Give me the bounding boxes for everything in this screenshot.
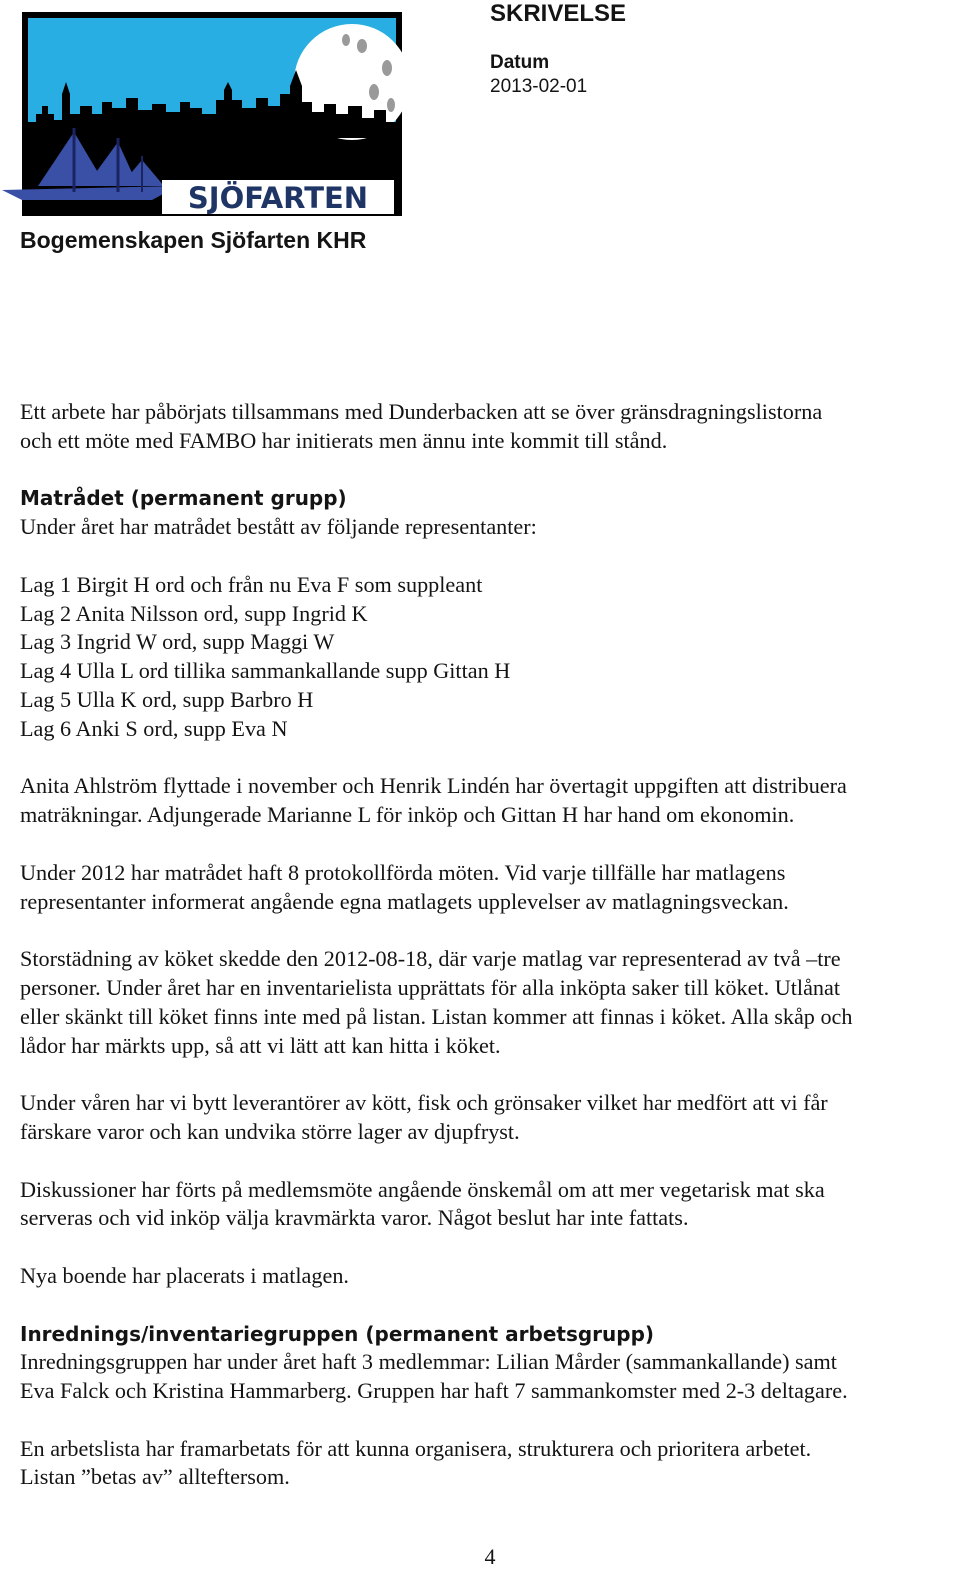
matradet-section-intro (20, 484, 955, 542)
text-line: Nya boende har placerats i matlagen. (20, 1262, 349, 1288)
team-item: Lag 5 Ulla K ord, supp Barbro H (20, 686, 314, 712)
text-line: serveras och vid inköp välja kravmärkta varor. Något beslut har inte fattats. (20, 1205, 689, 1231)
paragraph (20, 945, 955, 1060)
inredning-section (20, 1320, 955, 1406)
page-number: 4 (484, 1544, 496, 1569)
section-heading-inredning: Inrednings/inventariegruppen (permanent arbetsgrupp) (20, 1321, 655, 1346)
document-type: SKRIVELSE (490, 0, 627, 27)
date-value: 2013-02-01 (490, 76, 588, 97)
text-line: Eva Falck och Kristina Hammarberg. Gruppen har haft 7 sammankomster med 2-3 deltagare. (20, 1378, 848, 1404)
paragraph (20, 772, 955, 830)
logo-wordmark: SJÖFARTEN (187, 181, 369, 215)
team-item: Lag 2 Anita Nilsson ord, supp Ingrid K (20, 600, 368, 626)
text-line: Anita Ahlström flyttade i november och Henrik Lindén har övertagit uppgiften att distribuera (20, 773, 847, 799)
paragraph (20, 1176, 955, 1234)
team-item: Lag 6 Anki S ord, supp Eva N (20, 715, 288, 741)
text-line: Diskussioner har förts på medlemsmöte angående önskemål om att mer vegetarisk mat ska (20, 1176, 825, 1202)
text-line: Inredningsgruppen har under året haft 3 medlemmar: Lilian Mårder (sammankallande) samt (20, 1349, 837, 1375)
text-line: Ett arbete har påbörjats tillsammans med Dunderbacken att se över gränsdragningslistorna (20, 399, 823, 424)
text-line: personer. Under året har en inventarielista upprättats för alla inköpta saker till köket. Utlånat (20, 974, 841, 1000)
paragraph (20, 1262, 955, 1291)
document-body (20, 398, 955, 1492)
text-line: Listan ”betas av” allteftersom. (20, 1464, 290, 1490)
text-line: representanter informerat angående egna matlagets upplevelser av matlagningsveckan. (20, 888, 789, 914)
paragraph (20, 859, 955, 917)
intro-paragraph (20, 398, 955, 456)
text-line: färskare varor och kan undvika större lager av djupfryst. (20, 1118, 520, 1144)
paragraph (20, 1435, 955, 1493)
sjofarten-logo (2, 10, 404, 220)
section-heading-matradet: Matrådet (permanent grupp) (20, 486, 347, 511)
team-item: Lag 3 Ingrid W ord, supp Maggi W (20, 629, 335, 655)
team-list (20, 571, 955, 744)
organization-name: Bogemenskapen Sjöfarten KHR (20, 227, 367, 253)
text-line: Storstädning av köket skedde den 2012-08-18, där varje matlag var representerad av två –tre (20, 946, 841, 972)
team-item: Lag 1 Birgit H ord och från nu Eva F som suppleant (20, 571, 483, 597)
text-line: Under året har matrådet bestått av följande representanter: (20, 514, 537, 540)
paragraph (20, 1089, 955, 1147)
text-line: Under våren har vi bytt leverantörer av kött, fisk och grönsaker vilket har medfört att vi får (20, 1090, 828, 1116)
text-line: Under 2012 har matrådet haft 8 protokollförda möten. Vid varje tillfälle har matlagens (20, 859, 786, 885)
text-line: En arbetslista har framarbetats för att kunna organisera, strukturera och prioritera arbetet. (20, 1435, 812, 1461)
text-line: och ett möte med FAMBO har initierats men ännu inte kommit till stånd. (20, 427, 668, 453)
text-line: lådor har märkts upp, så att vi lätt att kan hitta i köket. (20, 1032, 501, 1058)
date-label: Datum (490, 52, 550, 73)
team-item: Lag 4 Ulla L ord tillika sammankallande supp Gittan H (20, 658, 511, 684)
text-line: maträkningar. Adjungerade Marianne L för inköp och Gittan H har hand om ekonomin. (20, 802, 795, 828)
text-line: eller skänkt till köket finns inte med på listan. Listan kommer att finnas i köket. Alla skåp och (20, 1003, 853, 1029)
